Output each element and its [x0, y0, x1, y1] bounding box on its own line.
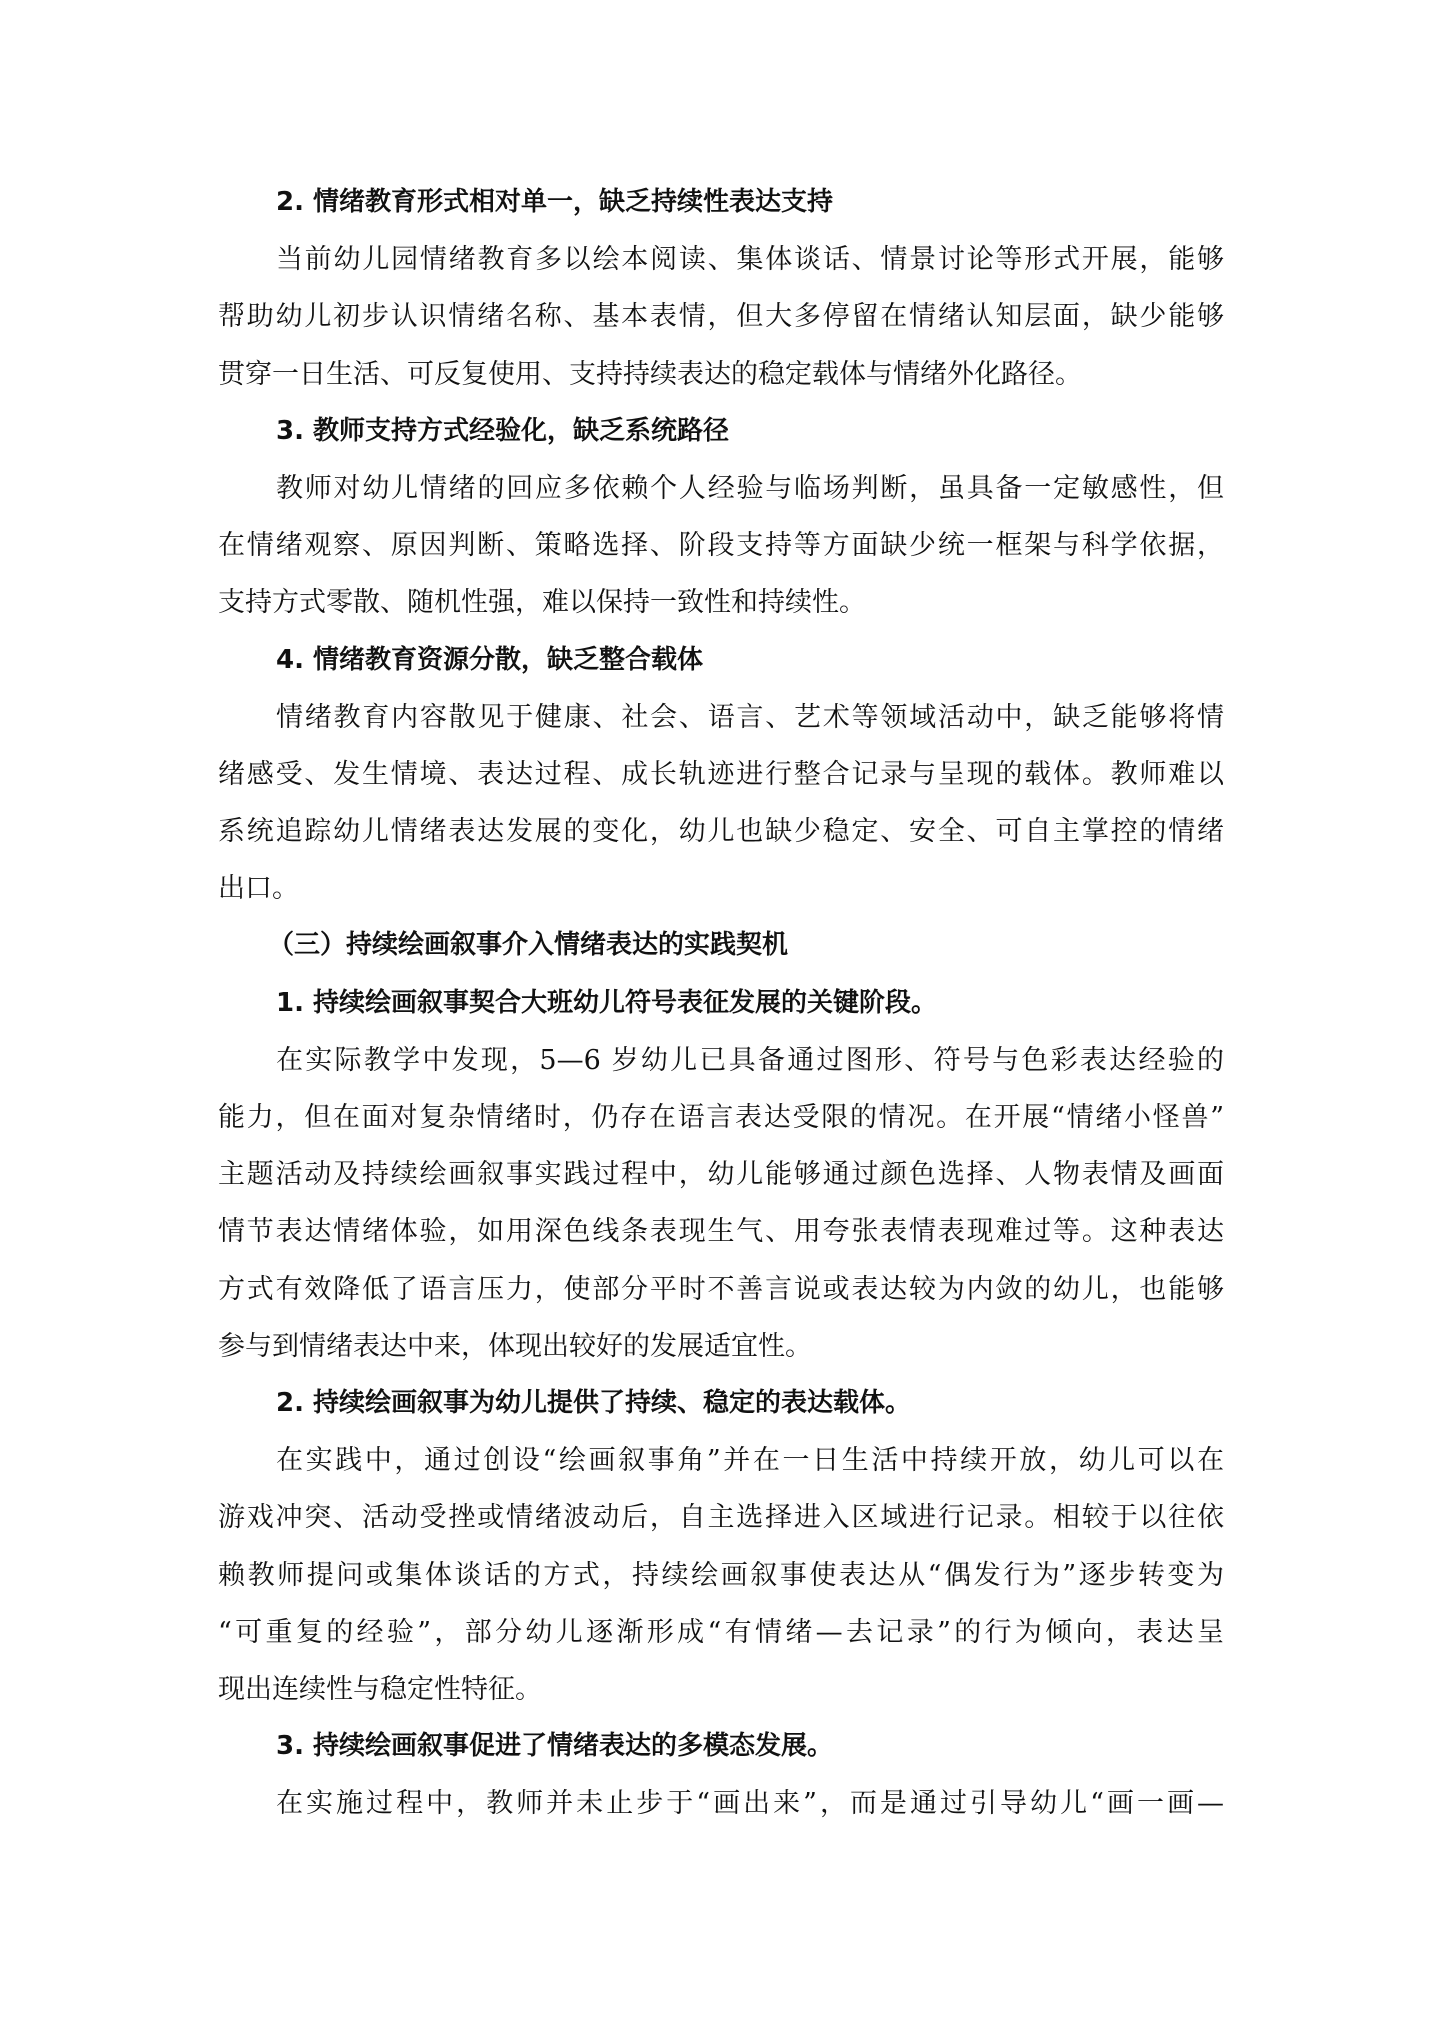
part-three-heading: （三）持续绘画叙事介入情绪表达的实践契机 [268, 930, 789, 961]
document-body [218, 174, 1224, 1832]
section-heading-3: 3. 教师支持方式经验化，缺乏系统路径 [276, 415, 730, 446]
paragraph-line: 当前幼儿园情绪教育多以绘本阅读、集体谈话、情景讨论等形式开展，能够 [276, 244, 1224, 276]
paragraph-line: 赖教师提问或集体谈话的方式，持续绘画叙事使表达从“偶发行为”逐步转变为 [218, 1559, 1224, 1591]
paragraph-line: 出口。 [218, 873, 299, 905]
paragraph-line: 现出连续性与稳定性特征。 [218, 1673, 542, 1705]
part-three-section-heading-1: 1. 持续绘画叙事契合大班幼儿符号表征发展的关键阶段。 [276, 987, 938, 1018]
paragraph-line: 参与到情绪表达中来，体现出较好的发展适宜性。 [218, 1330, 812, 1362]
paragraph-line: 在情绪观察、原因判断、策略选择、阶段支持等方面缺少统一框架与科学依据， [218, 530, 1224, 562]
paragraph-line: 主题活动及持续绘画叙事实践过程中，幼儿能够通过颜色选择、人物表情及画面 [218, 1159, 1224, 1191]
paragraph-line: 绪感受、发生情境、表达过程、成长轨迹进行整合记录与呈现的载体。教师难以 [218, 758, 1224, 790]
paragraph-line: 能力，但在面对复杂情绪时，仍存在语言表达受限的情况。在开展“情绪小怪兽” [218, 1102, 1224, 1133]
paragraph-line: 在实践中，通过创设“绘画叙事角”并在一日生活中持续开放，幼儿可以在 [276, 1445, 1224, 1477]
paragraph-line: “可重复的经验”，部分幼儿逐渐形成“有情绪—去记录”的行为倾向，表达呈 [218, 1616, 1224, 1648]
paragraph-line: 方式有效降低了语言压力，使部分平时不善言说或表达较为内敛的幼儿，也能够 [218, 1273, 1224, 1305]
paragraph-line: 帮助幼儿初步认识情绪名称、基本表情，但大多停留在情绪认知层面，缺少能够 [218, 301, 1224, 333]
section-heading-4: 4. 情绪教育资源分散，缺乏整合载体 [276, 644, 704, 675]
section-heading-2: 2. 情绪教育形式相对单一，缺乏持续性表达支持 [276, 187, 834, 217]
paragraph-line: 贯穿一日生活、可反复使用、支持持续表达的稳定载体与情绪外化路径。 [218, 358, 1082, 390]
paragraph-line: 游戏冲突、活动受挫或情绪波动后，自主选择进入区域进行记录。相较于以往依 [218, 1502, 1224, 1534]
paragraph-line: 教师对幼儿情绪的回应多依赖个人经验与临场判断，虽具备一定敏感性，但 [276, 472, 1224, 504]
paragraph-line: 情节表达情绪体验，如用深色线条表现生气、用夸张表情表现难过等。这种表达 [218, 1216, 1224, 1248]
part-three-section-heading-3: 3. 持续绘画叙事促进了情绪表达的多模态发展。 [276, 1731, 834, 1762]
part-three-section-heading-2: 2. 持续绘画叙事为幼儿提供了持续、稳定的表达载体。 [276, 1387, 912, 1418]
paragraph-line: 系统追踪幼儿情绪表达发展的变化，幼儿也缺少稳定、安全、可自主掌控的情绪 [218, 816, 1224, 848]
paragraph-line: 在实施过程中，教师并未止步于“画出来”，而是通过引导幼儿“画一画— [276, 1788, 1224, 1820]
paragraph-line: 情绪教育内容散见于健康、社会、语言、艺术等领域活动中，缺乏能够将情 [276, 701, 1224, 733]
paragraph-line: 在实际教学中发现，5—6 岁幼儿已具备通过图形、符号与色彩表达经验的 [276, 1044, 1224, 1076]
paragraph-line: 支持方式零散、随机性强，难以保持一致性和持续性。 [218, 587, 866, 619]
